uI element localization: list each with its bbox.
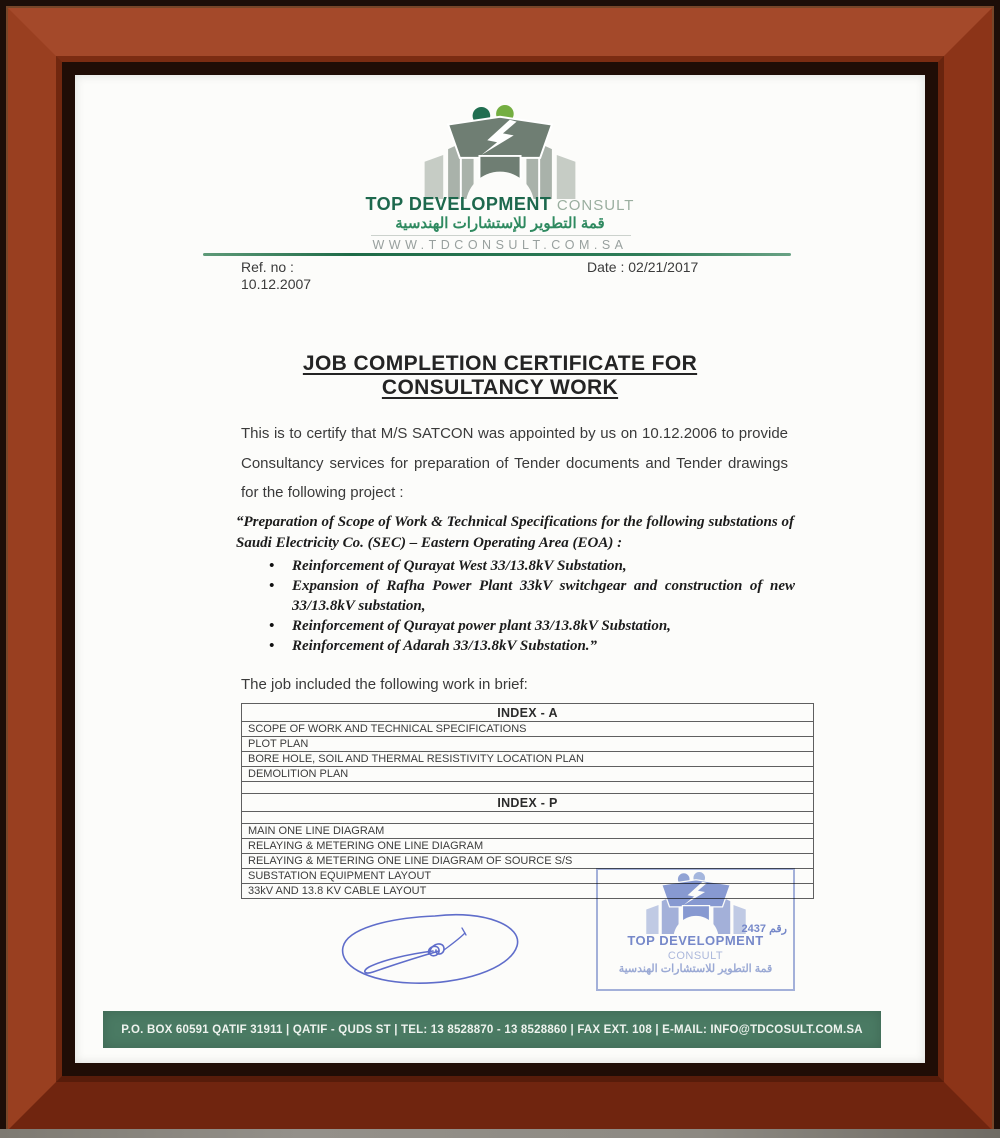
index-table-cell: INDEX - A xyxy=(242,704,814,722)
building-lightning-logo-icon xyxy=(416,105,584,199)
index-table-cell: SCOPE OF WORK AND TECHNICAL SPECIFICATIONS xyxy=(242,722,814,737)
index-table-row xyxy=(242,824,814,839)
project-bullet: • Expansion of Rafha Power Plant 33kV switchgear and construction of new 33/13.8kV substation, xyxy=(265,576,795,616)
index-table-cell xyxy=(242,782,814,794)
certificate-intro-paragraph: This is to certify that M/S SATCON was appointed by us on 10.12.2006 to provide Consultancy services for preparation of Tender documents and Tender drawings for the following project : xyxy=(241,425,788,501)
index-table-row xyxy=(242,782,814,794)
project-bullet: • Reinforcement of Qurayat West 33/13.8kV Substation, xyxy=(265,556,795,576)
project-scope-paragraph: “Preparation of Scope of Work & Technical Specifications for the following substations of Saudi Electricity Co. (SEC) – Eastern Operating Area (EOA) : xyxy=(236,514,794,551)
index-table-row xyxy=(242,767,814,782)
work-brief-label: The job included the following work in brief: xyxy=(241,676,528,693)
index-table-cell xyxy=(242,812,814,824)
brand-name xyxy=(75,194,925,215)
index-table-cell: RELAYING & METERING ONE LINE DIAGRAM OF SOURCE S/S xyxy=(242,854,814,869)
stamp-number-value: 2437 xyxy=(741,923,767,935)
index-table-section-header xyxy=(242,794,814,812)
company-stamp xyxy=(596,868,795,991)
footer-contact-bar xyxy=(103,1011,881,1048)
index-table-row xyxy=(242,752,814,767)
certificate-title-line2: CONSULTANCY WORK xyxy=(381,376,619,399)
stamp-brand-arabic: قمة التطوير للاستشارات الهندسية xyxy=(618,963,773,975)
footer-contact-text: P.O. BOX 60591 QATIF 31911 | QATIF - QUDS ST | TEL: 13 8528870 - 13 8528860 | FAX EXT. 108 | E-MAIL: INFO@TDCOSULT.COM.SA xyxy=(121,1023,863,1036)
index-table-cell: PLOT PLAN xyxy=(242,737,814,752)
ref-value: 10.12.2007 xyxy=(241,276,312,292)
header-rule-line xyxy=(203,253,791,256)
index-table-row xyxy=(242,737,814,752)
index-table-row xyxy=(242,812,814,824)
index-table-section-header xyxy=(242,704,814,722)
stamp-brand-name xyxy=(598,934,793,963)
reference-block xyxy=(241,259,311,293)
ref-label: Ref. no : xyxy=(241,259,294,275)
stamp-number-label: رقم xyxy=(769,923,787,935)
index-table-row xyxy=(242,722,814,737)
certificate-title xyxy=(75,352,925,400)
index-table-row xyxy=(242,839,814,854)
website-url: WWW.TDCONSULT.COM.SA xyxy=(372,238,628,252)
stamp-number xyxy=(742,922,787,935)
photo-bottom-edge xyxy=(0,1129,1000,1138)
index-table-cell: 33kV AND 13.8 KV CABLE LAYOUT xyxy=(242,884,814,899)
brand-name-light: CONSULT xyxy=(556,197,635,214)
index-table-cell: DEMOLITION PLAN xyxy=(242,767,814,782)
date-line: Date : 02/21/2017 xyxy=(587,259,699,275)
brand-name-arabic: قمة التطوير للإستشارات الهندسية xyxy=(395,215,605,232)
index-table-cell: BORE HOLE, SOIL AND THERMAL RESISTIVITY LOCATION PLAN xyxy=(242,752,814,767)
company-logo xyxy=(75,105,925,199)
logo-divider-line xyxy=(371,235,631,236)
index-table-row xyxy=(242,854,814,869)
stamp-brand-light: CONSULT xyxy=(667,950,724,962)
brand-name-bold: TOP DEVELOPMENT xyxy=(365,194,552,214)
index-table-cell: RELAYING & METERING ONE LINE DIAGRAM xyxy=(242,839,814,854)
signature-scribble xyxy=(331,901,533,995)
index-table-cell: SUBSTATION EQUIPMENT LAYOUT xyxy=(242,869,814,884)
stamp-brand-bold: TOP DEVELOPMENT xyxy=(627,933,764,948)
project-bullets xyxy=(265,556,795,656)
certificate-title-line1: JOB COMPLETION CERTIFICATE FOR xyxy=(302,352,698,375)
project-bullet: • Reinforcement of Adarah 33/13.8kV Substation.” xyxy=(265,636,795,656)
index-table-cell: INDEX - P xyxy=(242,794,814,812)
project-bullet: • Reinforcement of Qurayat power plant 33/13.8kV Substation, xyxy=(265,616,795,636)
stamp-logo-icon xyxy=(640,872,752,934)
certificate-paper xyxy=(75,75,925,1063)
index-table-cell: MAIN ONE LINE DIAGRAM xyxy=(242,824,814,839)
